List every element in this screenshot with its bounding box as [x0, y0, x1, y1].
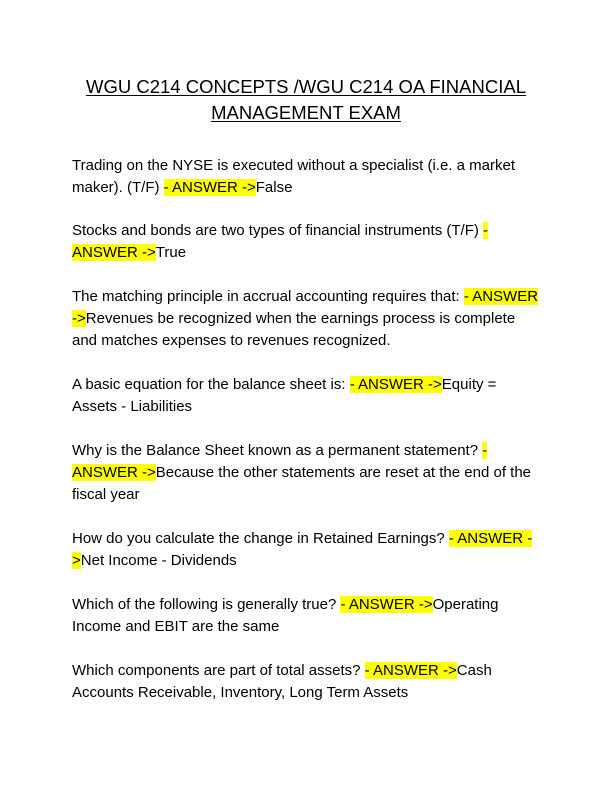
- qa-item: [72, 594, 542, 638]
- qa-item: [72, 660, 542, 704]
- answer-text: Revenues be recognized when the earnings process is complete and matches expenses to revenues recognized.: [72, 310, 516, 350]
- answer-text: Cash Accounts Receivable, Inventory, Long Term Assets: [72, 662, 492, 702]
- question-text: Which components are part of total assets?: [72, 662, 365, 679]
- question-text: Why is the Balance Sheet known as a permanent statement?: [72, 442, 483, 459]
- answer-marker: - ANSWER ->: [340, 596, 433, 613]
- answer-text: Because the other statements are reset at the end of the fiscal year: [72, 464, 531, 504]
- answer-marker: - ANSWER ->: [72, 288, 539, 328]
- question-text: A basic equation for the balance sheet is:: [72, 376, 350, 393]
- answer-text: Net Income - Dividends: [80, 552, 237, 570]
- answer-marker: - ANSWER ->: [349, 376, 442, 393]
- answer-text: Equity = Assets - Liabilities: [72, 376, 497, 416]
- question-text: The matching principle in accrual accounting requires that:: [72, 288, 464, 305]
- answer-text: False: [255, 179, 293, 197]
- answer-marker: - ANSWER ->: [72, 222, 489, 262]
- question-text: Trading on the NYSE is executed without a specialist (i.e. a market maker). (T/F): [72, 157, 515, 197]
- answer-marker: - ANSWER ->: [163, 179, 256, 197]
- answer-marker: - ANSWER ->: [72, 530, 533, 570]
- question-text: Which of the following is generally true?: [72, 596, 341, 613]
- question-text: How do you calculate the change in Retained Earnings?: [72, 530, 449, 547]
- document-title: WGU C214 CONCEPTS /WGU C214 OA FINANCIAL MANAGEMENT EXAM: [86, 76, 526, 123]
- qa-item: [72, 374, 542, 418]
- qa-item: [72, 220, 542, 264]
- qa-item: [72, 155, 542, 199]
- answer-text: Operating Income and EBIT are the same: [72, 596, 499, 636]
- qa-item: [72, 286, 542, 353]
- answer-marker: - ANSWER ->: [364, 662, 457, 679]
- answer-marker: - ANSWER ->: [72, 442, 488, 482]
- qa-item: [72, 440, 542, 507]
- qa-item: [72, 528, 542, 572]
- answer-text: True: [155, 244, 187, 262]
- question-text: Stocks and bonds are two types of financial instruments (T/F): [72, 222, 484, 239]
